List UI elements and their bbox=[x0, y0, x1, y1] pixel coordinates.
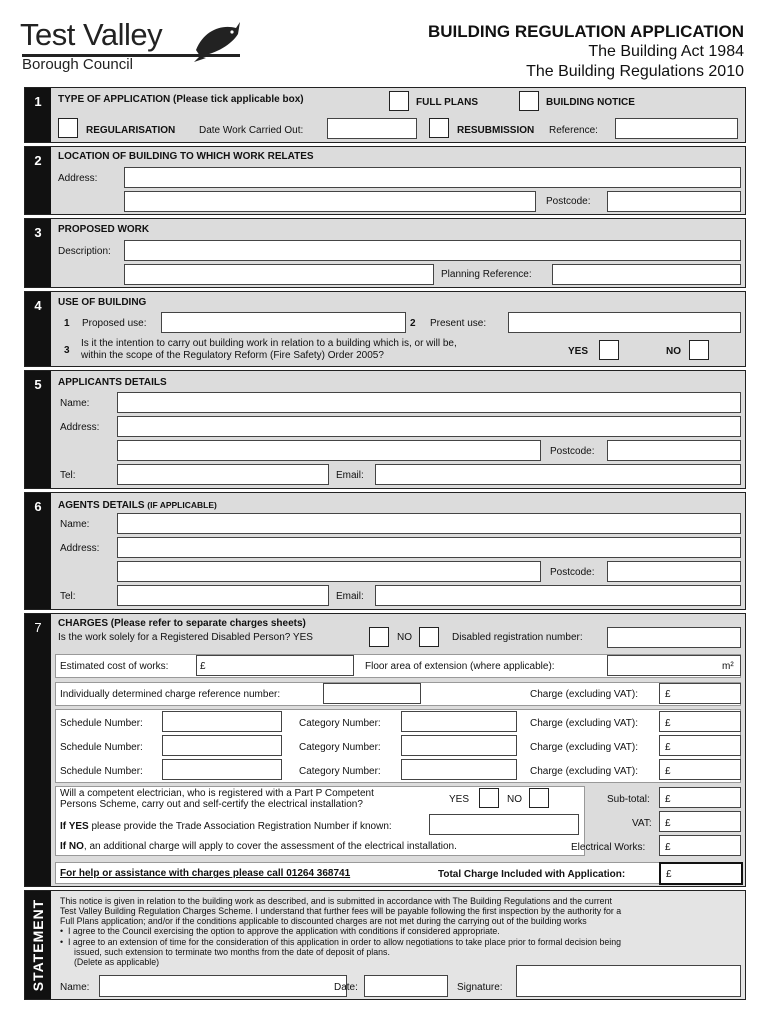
full-plans-checkbox[interactable] bbox=[389, 91, 409, 111]
statement-text-1: This notice is given in relation to the building work as described, and is submitted in accordance with The Building Regulations and the current bbox=[60, 896, 612, 906]
if-no-text bbox=[60, 841, 457, 853]
tel-label: Tel: bbox=[60, 470, 76, 481]
email-label: Email: bbox=[336, 591, 364, 602]
agent-postcode-field[interactable] bbox=[607, 561, 741, 582]
logo bbox=[20, 18, 240, 73]
category-number-field-1[interactable] bbox=[401, 711, 517, 732]
disabled-yes-checkbox[interactable] bbox=[369, 627, 389, 647]
section-title-text: AGENTS DETAILS bbox=[58, 500, 145, 511]
if-yes-rest: please provide the Trade Association Registration Number if known: bbox=[88, 821, 392, 832]
description-label: Description: bbox=[58, 246, 111, 257]
section-applicants-details bbox=[24, 370, 746, 489]
address-label: Address: bbox=[58, 173, 98, 184]
name-label: Name: bbox=[60, 519, 90, 530]
section-number: 1 bbox=[25, 88, 51, 142]
email-label: Email: bbox=[336, 470, 364, 481]
building-regs: The Building Regulations 2010 bbox=[526, 63, 744, 80]
item-number: 1 bbox=[64, 318, 70, 329]
schedule-number-field-2[interactable] bbox=[162, 735, 282, 756]
schedule-label: Schedule Number: bbox=[60, 766, 143, 777]
name-label: Name: bbox=[60, 398, 90, 409]
fire-safety-question-line2: within the scope of the Regulatory Reform (Fire Safety) Order 2005? bbox=[81, 350, 384, 361]
section-title-small: (IF APPLICABLE) bbox=[147, 500, 217, 510]
statement-text-2: Test Valley Building Regulation Charges Scheme. I understand that further fees will be payable following the first inspection by the authority for a bbox=[60, 906, 622, 916]
yes-label: YES bbox=[449, 794, 470, 805]
applicant-name-field[interactable] bbox=[117, 392, 741, 413]
agent-email-field[interactable] bbox=[375, 585, 741, 606]
electrician-question-line1: Will a competent electrician, who is registered with a Part P Competent bbox=[60, 788, 374, 799]
date-label: Date: bbox=[334, 982, 358, 993]
schedule-charge-field-1[interactable] bbox=[659, 711, 741, 732]
agent-name-field[interactable] bbox=[117, 513, 741, 534]
pound-sign: £ bbox=[665, 718, 671, 729]
floor-area-field[interactable] bbox=[607, 655, 741, 676]
section-statement bbox=[24, 890, 746, 1000]
bullet-1-text: I agree to the Council exercising the option to approve the application with conditions if considered appropriate. bbox=[67, 926, 500, 936]
address-label: Address: bbox=[60, 543, 100, 554]
pound-sign: £ bbox=[665, 689, 671, 700]
postcode-label: Postcode: bbox=[550, 446, 595, 457]
schedule-charge-field-3[interactable] bbox=[659, 759, 741, 780]
section-number: 7 bbox=[25, 614, 51, 886]
category-label: Category Number: bbox=[299, 766, 381, 777]
electrician-no-checkbox[interactable] bbox=[529, 788, 549, 808]
section-title: TYPE OF APPLICATION (Please tick applicable box) bbox=[58, 94, 304, 105]
floor-area-label: Floor area of extension (where applicable): bbox=[365, 661, 555, 672]
trade-association-field[interactable] bbox=[429, 814, 579, 835]
page-title: BUILDING REGULATION APPLICATION bbox=[427, 22, 744, 41]
postcode-label: Postcode: bbox=[550, 567, 595, 578]
planning-ref-field[interactable] bbox=[552, 264, 741, 285]
square-metres-unit: m² bbox=[722, 661, 734, 672]
disabled-no-checkbox[interactable] bbox=[419, 627, 439, 647]
resubmission-label: RESUBMISSION bbox=[457, 125, 535, 136]
subtotal-field[interactable] bbox=[659, 787, 741, 808]
section-location bbox=[24, 146, 746, 215]
full-plans-label: FULL PLANS bbox=[416, 97, 479, 108]
electrical-works-label: Electrical Works: bbox=[571, 842, 646, 853]
proposed-use-field[interactable] bbox=[161, 312, 406, 333]
no-label: NO bbox=[397, 632, 412, 643]
date-work-label: Date Work Carried Out: bbox=[199, 125, 304, 136]
agent-address-line2[interactable] bbox=[117, 561, 541, 582]
no-label: NO bbox=[666, 346, 681, 357]
pound-sign: £ bbox=[665, 794, 671, 805]
section-proposed-work bbox=[24, 218, 746, 288]
estimated-cost-label: Estimated cost of works: bbox=[60, 661, 169, 672]
reference-label: Reference: bbox=[549, 125, 598, 136]
agent-tel-field[interactable] bbox=[117, 585, 329, 606]
section-number: 5 bbox=[25, 371, 51, 488]
yes-label: YES bbox=[568, 346, 589, 357]
applicant-tel-field[interactable] bbox=[117, 464, 329, 485]
fire-safety-question-line1: Is it the intention to carry out building work in relation to a building which is, or will be, bbox=[81, 338, 457, 349]
building-notice-label: BUILDING NOTICE bbox=[546, 97, 635, 108]
section-number: 4 bbox=[25, 292, 51, 366]
section-title: USE OF BUILDING bbox=[58, 297, 147, 308]
agent-address-line1[interactable] bbox=[117, 537, 741, 558]
vat-field[interactable] bbox=[659, 811, 741, 832]
pound-sign: £ bbox=[665, 818, 671, 829]
item-number: 3 bbox=[64, 345, 70, 356]
pound-sign: £ bbox=[666, 869, 672, 880]
if-no-bold: If NO bbox=[60, 841, 84, 852]
help-text: For help or assistance with charges please call 01264 368741 bbox=[60, 868, 351, 879]
statement-name-field[interactable] bbox=[99, 975, 347, 997]
schedule-label: Schedule Number: bbox=[60, 718, 143, 729]
electrician-question-line2: Persons Scheme, carry out and self-certify the electrical installation? bbox=[60, 799, 363, 810]
present-use-field[interactable] bbox=[508, 312, 741, 333]
if-no-rest: , an additional charge will apply to cover the assessment of the electrical installation. bbox=[83, 841, 457, 852]
proposed-use-label: Proposed use: bbox=[82, 318, 147, 329]
individual-charge-amount-field[interactable] bbox=[659, 683, 741, 704]
section-number: 3 bbox=[25, 219, 51, 287]
logo-title: Test Valley bbox=[20, 17, 163, 52]
statement-text-3: Full Plans application; and/or if the conditions applicable to discounted charges are not met during the carrying out of the building works bbox=[60, 916, 587, 926]
signature-label: Signature: bbox=[457, 982, 503, 993]
postcode-label: Postcode: bbox=[546, 196, 591, 207]
subtotal-label: Sub-total: bbox=[607, 794, 650, 805]
tel-label: Tel: bbox=[60, 591, 76, 602]
if-yes-text bbox=[60, 821, 392, 833]
section-title: LOCATION OF BUILDING TO WHICH WORK RELATES bbox=[58, 151, 314, 162]
pound-sign: £ bbox=[665, 766, 671, 777]
fire-safety-yes-checkbox[interactable] bbox=[599, 340, 619, 360]
location-address-line2[interactable] bbox=[124, 191, 536, 212]
category-number-field-2[interactable] bbox=[401, 735, 517, 756]
schedule-label: Schedule Number: bbox=[60, 742, 143, 753]
electrician-yes-checkbox[interactable] bbox=[479, 788, 499, 808]
statement-delete-note: (Delete as applicable) bbox=[74, 957, 160, 967]
category-label: Category Number: bbox=[299, 718, 381, 729]
individual-charge-ref-field[interactable] bbox=[323, 683, 421, 704]
category-label: Category Number: bbox=[299, 742, 381, 753]
address-label: Address: bbox=[60, 422, 100, 433]
section-charges bbox=[24, 613, 746, 887]
charge-label: Charge (excluding VAT): bbox=[530, 689, 639, 700]
section-title: APPLICANTS DETAILS bbox=[58, 377, 167, 388]
date-work-field[interactable] bbox=[327, 118, 417, 139]
building-act: The Building Act 1984 bbox=[588, 43, 744, 60]
location-address-line1[interactable] bbox=[124, 167, 741, 188]
applicant-email-field[interactable] bbox=[375, 464, 741, 485]
section-number: 6 bbox=[25, 493, 51, 609]
statement-bullet-2: • I agree to an extension of time for the consideration of this application in order to allow negotiations to take place prior to formal decision being bbox=[60, 937, 622, 947]
section-agents-details bbox=[24, 492, 746, 610]
statement-bullet-1: • I agree to the Council exercising the option to approve the application with conditions if considered appropriate. bbox=[60, 926, 500, 936]
total-charge-label: Total Charge Included with Application: bbox=[438, 869, 626, 880]
signature-field[interactable] bbox=[516, 965, 741, 997]
schedule-number-field-1[interactable] bbox=[162, 711, 282, 732]
section-use-of-building bbox=[24, 291, 746, 367]
disabled-person-question: Is the work solely for a Registered Disabled Person? YES bbox=[58, 632, 313, 643]
pound-sign: £ bbox=[665, 842, 671, 853]
pound-sign: £ bbox=[665, 742, 671, 753]
statement-bullet-2-cont: issued, such extension to terminate two months from the date of deposit of plans. bbox=[74, 947, 390, 957]
if-yes-bold: If YES bbox=[60, 821, 89, 832]
charge-label: Charge (excluding VAT): bbox=[530, 766, 639, 777]
category-number-field-3[interactable] bbox=[401, 759, 517, 780]
statement-date-field[interactable] bbox=[364, 975, 448, 997]
resubmission-checkbox[interactable] bbox=[429, 118, 449, 138]
regularisation-label: REGULARISATION bbox=[86, 125, 176, 136]
applicant-postcode-field[interactable] bbox=[607, 440, 741, 461]
fish-icon bbox=[192, 20, 242, 64]
section-title: PROPOSED WORK bbox=[58, 224, 150, 235]
charge-label: Charge (excluding VAT): bbox=[530, 742, 639, 753]
schedule-number-field-3[interactable] bbox=[162, 759, 282, 780]
description-line1[interactable] bbox=[124, 240, 741, 261]
bullet-2-text: I agree to an extension of time for the consideration of this application in order to allow negotiations to take place prior to formal decision being bbox=[67, 937, 622, 947]
section-title: CHARGES (Please refer to separate charges sheets) bbox=[58, 618, 306, 629]
fire-safety-no-checkbox[interactable] bbox=[689, 340, 709, 360]
present-use-label: Present use: bbox=[430, 318, 487, 329]
disabled-reg-field[interactable] bbox=[607, 627, 741, 648]
schedule-rows-panel bbox=[55, 709, 741, 783]
planning-ref-label: Planning Reference: bbox=[441, 269, 532, 280]
item-number: 2 bbox=[410, 318, 416, 329]
statement-label: STATEMENT bbox=[30, 898, 46, 992]
estimated-cost-field[interactable] bbox=[196, 655, 354, 676]
name-label: Name: bbox=[60, 982, 90, 993]
charge-label: Charge (excluding VAT): bbox=[530, 718, 639, 729]
reference-field[interactable] bbox=[615, 118, 738, 139]
electrical-works-field[interactable] bbox=[659, 835, 741, 856]
pound-sign: £ bbox=[200, 661, 206, 672]
logo-subtitle: Borough Council bbox=[22, 56, 133, 73]
building-notice-checkbox[interactable] bbox=[519, 91, 539, 111]
location-postcode-field[interactable] bbox=[607, 191, 741, 212]
individual-charge-label: Individually determined charge reference number: bbox=[60, 689, 281, 700]
regularisation-checkbox[interactable] bbox=[58, 118, 78, 138]
schedule-charge-field-2[interactable] bbox=[659, 735, 741, 756]
statement-label-bar bbox=[25, 891, 51, 999]
section-title bbox=[58, 499, 217, 512]
applicant-address-line1[interactable] bbox=[117, 416, 741, 437]
description-line2[interactable] bbox=[124, 264, 434, 285]
section-type-of-application bbox=[24, 87, 746, 143]
disabled-reg-label: Disabled registration number: bbox=[452, 632, 583, 643]
vat-label: VAT: bbox=[632, 818, 652, 829]
no-label: NO bbox=[507, 794, 522, 805]
section-number: 2 bbox=[25, 147, 51, 214]
applicant-address-line2[interactable] bbox=[117, 440, 541, 461]
